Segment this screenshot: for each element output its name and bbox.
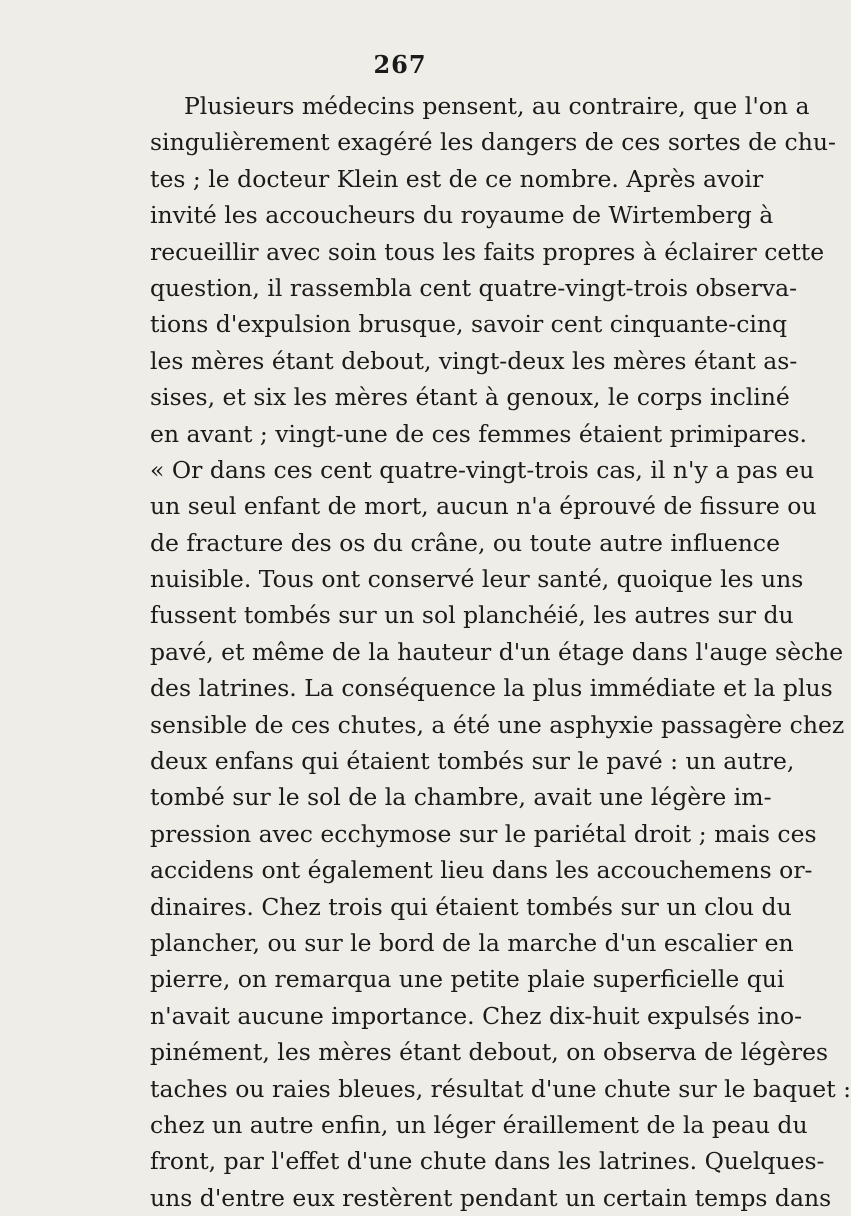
text-line: chez un autre enfin, un léger éraillement de la peau du [150,1110,808,1139]
text-line: question, il rassembla cent quatre-vingt-trois observa- [150,273,798,302]
text-line: fussent tombés sur un sol planchéié, les autres sur du [150,601,794,630]
text-line: les mères étant debout, vingt-deux les mères étant as- [150,346,798,375]
text-line: tombé sur le sol de la chambre, avait une légère im- [150,783,772,812]
text-line: sises, et six les mères étant à genoux, le corps incliné [150,383,790,412]
text-line: accidens ont également lieu dans les accouchemens or- [150,856,813,885]
text-line: des latrines. La conséquence la plus immédiate et la plus [150,674,833,703]
text-line: sensible de ces chutes, a été une asphyxie passagère chez [150,710,845,739]
text-line: nuisible. Tous ont conservé leur santé, quoique les uns [150,565,804,594]
text-line: recueillir avec soin tous les faits propres à éclairer cette [150,237,825,266]
text-line: n'avait aucune importance. Chez dix-huit expulsés ino- [150,1001,803,1030]
text-line: taches ou raies bleues, résultat d'une chute sur le baquet : [150,1074,851,1103]
body-text [150,88,851,1216]
text-line: pierre, on remarqua une petite plaie superficielle qui [150,965,785,994]
text-line: invité les accoucheurs du royaume de Wirtemberg à [150,201,774,230]
text-line: uns d'entre eux restèrent pendant un certain temps dans [150,1183,832,1212]
text-line: tions d'expulsion brusque, savoir cent cinquante-cinq [150,310,788,339]
text-line: Plusieurs médecins pensent, au contraire, que l'on a [184,92,810,120]
text-line: plancher, ou sur le bord de la marche d'un escalier en [150,928,794,957]
text-line: dinaires. Chez trois qui étaient tombés sur un clou du [150,892,792,921]
text-line: en avant ; vingt-une de ces femmes étaient primipares. [150,419,808,448]
text-line: deux enfans qui étaient tombés sur le pavé : un autre, [150,747,795,776]
text-line: pinément, les mères étant debout, on observa de légères [150,1038,829,1067]
text-line: singulièrement exagéré les dangers de ces sortes de chu- [150,128,836,157]
text-line: pavé, et même de la hauteur d'un étage dans l'auge sèche [150,637,844,666]
text-line: un seul enfant de mort, aucun n'a éprouvé de fissure ou [150,492,817,521]
text-line: « Or dans ces cent quatre-vingt-trois cas, il n'y a pas eu [150,455,815,484]
page-number: 267 [373,50,427,79]
text-line: front, par l'effet d'une chute dans les latrines. Quelques- [150,1147,825,1176]
text-line: pression avec ecchymose sur le pariétal droit ; mais ces [150,819,817,848]
text-line: de fracture des os du crâne, ou toute autre influence [150,528,780,557]
text-line: tes ; le docteur Klein est de ce nombre. Après avoir [150,164,764,193]
